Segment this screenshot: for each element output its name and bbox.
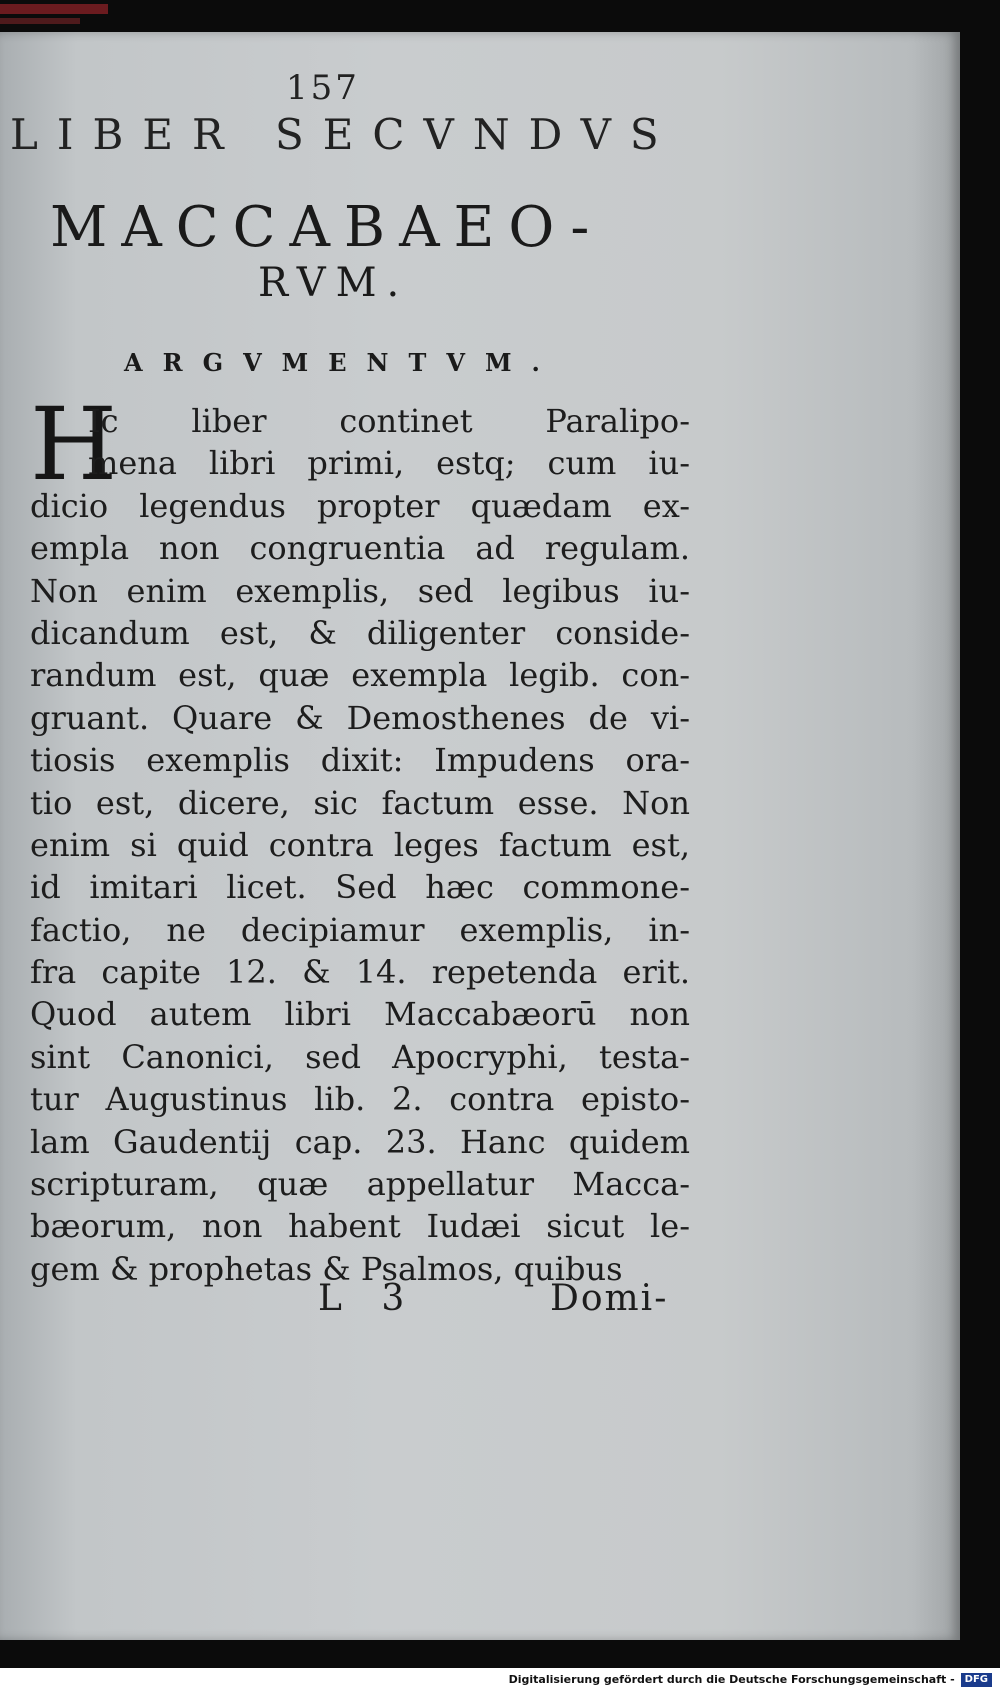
text-line: dicandum est, & diligenter conside-: [30, 613, 690, 652]
body-text: [30, 400, 690, 1290]
text-line: enim si quid contra leges factum est,: [30, 825, 690, 864]
digitization-credit-bar: [0, 1668, 1000, 1692]
running-head: LIBER SECVNDVS: [10, 110, 678, 159]
text-line: gem & prophetas & Psalmos, quibus: [30, 1249, 623, 1288]
scan-color-strip-2: [0, 18, 80, 24]
catchword: Domi-: [550, 1278, 669, 1319]
text-line: dicio legendus propter quædam ex-: [30, 486, 690, 525]
text-line: bæorum, non habent Iudæi sicut le-: [30, 1207, 690, 1246]
page-number: 157: [286, 68, 360, 108]
section-heading: ARGVMENTVM.: [124, 348, 560, 377]
text-line: tur Augustinus lib. 2. contra episto-: [30, 1080, 690, 1119]
credit-text: Digitalisierung gefördert durch die Deutsche Forschungsgemeinschaft -: [508, 1673, 955, 1686]
text-line: tio est, dicere, sic factum esse. Non: [30, 783, 690, 822]
text-line: id imitari licet. Sed hæc commone-: [30, 868, 690, 907]
title-line-1: MACCABAEO-: [50, 195, 604, 260]
dfg-logo: DFG: [961, 1673, 992, 1687]
scan-color-strip: [0, 4, 108, 14]
text-line: Ic liber continet Paralipo-: [88, 402, 690, 440]
text-line: empla non congruentia ad regulam.: [30, 529, 690, 568]
text-line: gruant. Quare & Demosthenes de vi-: [30, 698, 690, 737]
text-line: fra capite 12. & 14. repetenda erit.: [30, 953, 690, 992]
text-line: randum est, quæ exempla legib. con-: [30, 656, 690, 695]
title-line-2: RVM.: [258, 260, 410, 306]
text-line: Quod autem libri Maccabæorū non: [30, 995, 690, 1034]
text-line: sint Canonici, sed Apocryphi, testa-: [30, 1037, 690, 1076]
text-line: mena libri primi, estq; cum iu-: [88, 444, 690, 483]
signature-mark: L 3: [318, 1278, 419, 1319]
text-line: scripturam, quæ appellatur Macca-: [30, 1165, 690, 1204]
drop-capital: H: [30, 386, 118, 503]
text-line: lam Gaudentij cap. 23. Hanc quidem: [30, 1122, 690, 1161]
text-line: Non enim exemplis, sed legibus iu-: [30, 571, 690, 610]
text-line: tiosis exemplis dixit: Impudens ora-: [30, 741, 690, 780]
text-line: factio, ne decipiamur exemplis, in-: [30, 910, 690, 949]
